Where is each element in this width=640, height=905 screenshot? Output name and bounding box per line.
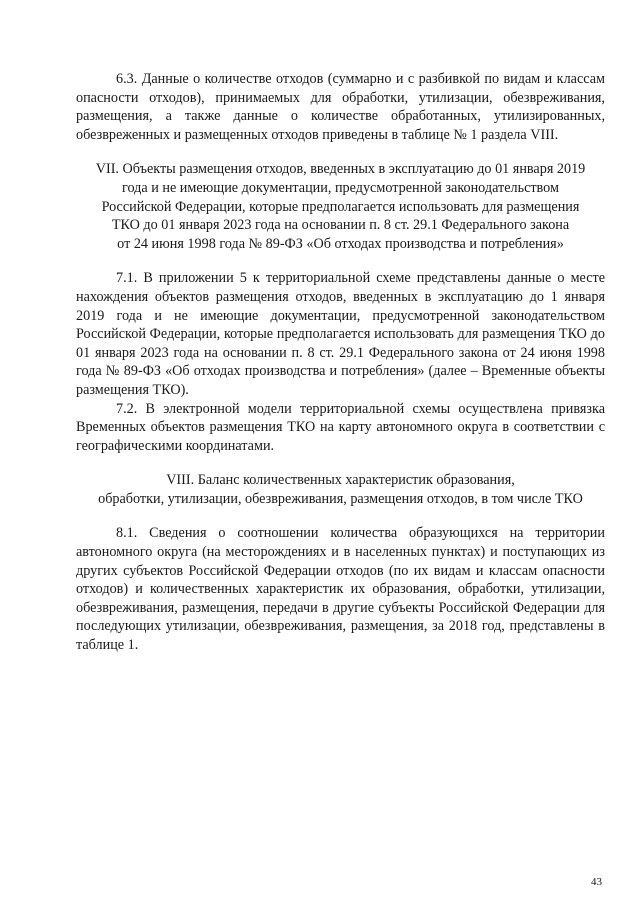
paragraph-7-1: 7.1. В приложении 5 к территориальной схеме представлены данные о месте нахождения объектов размещения отходов, введенных в эксплуатацию до 1 января 2019 года и не имеющие документации, предусмотренной законодательством Российской Федерации, которые предполагается использовать для размещения ТКО до 01 января 2023 года на основании п. 8 ст. 29.1 Федерального закона от 24 июня 1998 года № 89-ФЗ «Об отходах производства и потребления» (далее – Временные объекты размещения ТКО). (76, 270, 605, 398)
section-heading-7: VII. Объекты размещения отходов, введенных в эксплуатацию до 01 января 2019 года и не имеющие документации, предусмотренной законодательством Российской Федерации, которые предполагается использовать для размещения ТКО до 01 января 2023 года на основании п. 8 ст. 29.1 Федерального закона от 24 июня 1998 года № 89-ФЗ «Об отходах производства и потребления» (95, 161, 586, 252)
paragraph-6-3: 6.3. Данные о количестве отходов (суммарно и с разбивкой по видам и классам опасности отходов), принимаемых для обработки, утилизации, обезвреживания, размещения, а также данные о количестве обработанных, утилизированных, обезвреженных и размещенных отходов приведены в таблице № 1 раздела VIII. (76, 71, 605, 143)
document-page (76, 70, 605, 655)
section-heading-8: VIII. Баланс количественных характеристик образования, обработки, утилизации, обезвреживания, размещения отходов, в том числе ТКО (98, 472, 583, 507)
page-number: 43 (591, 876, 602, 888)
paragraph-8-1: 8.1. Сведения о соотношении количества образующихся на территории автономного округа (на месторождениях и в населенных пунктах) и поступающих из других субъектов Российской Федерации отходов (по их видам и классам опасности отходов) и количественных характеристик их образования, обработки, утилизации, обезвреживания, размещения, передачи в другие субъекты Российской Федерации для последующих утилизации, обезвреживания, размещения, за 2018 год, представлены в таблице 1. (76, 525, 605, 654)
paragraph-7-2: 7.2. В электронной модели территориальной схемы осуществлена привязка Временных объектов размещения ТКО на карту автономного округа в соответствии с географическими координатами. (76, 400, 605, 454)
